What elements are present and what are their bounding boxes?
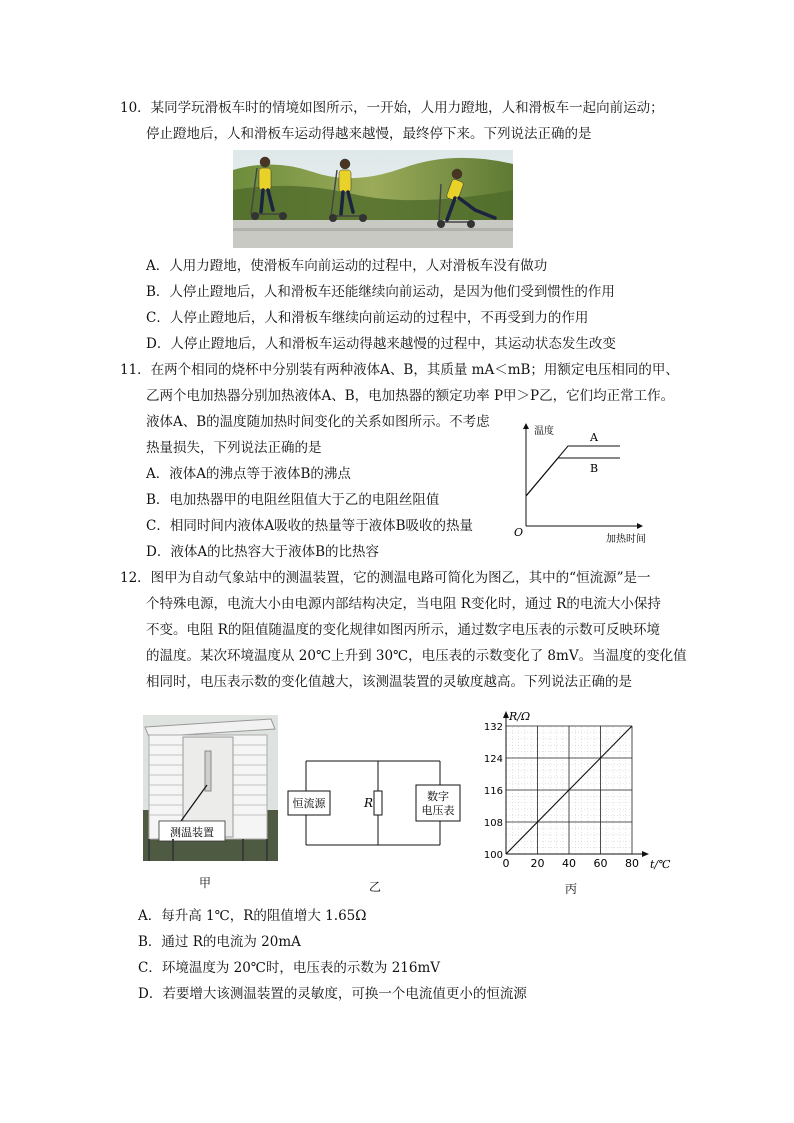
x-tick-label: 60 (593, 857, 608, 870)
q12-line-4: 的温度。某次环境温度从 20℃上升到 30℃，电压表的示数变化了 8mV。当温度的变化值 (146, 648, 687, 664)
q12-option-b: B．通过 R的电流为 20mA (138, 934, 301, 950)
q11-option-c: C．相同时间内液体A吸收的热量等于液体B吸收的热量 (146, 518, 473, 534)
circuit-source-label: 恒流源 (292, 797, 326, 810)
weather-station-photo (143, 715, 278, 861)
x-axis-arrow (642, 851, 649, 857)
q11-option-b: B．电加热器甲的电阻丝阻值大于乙的电阻丝阻值 (146, 492, 440, 508)
graph-xlabel: 加热时间 (606, 534, 646, 544)
q11-option-d: D．液体A的比热容大于液体B的比热容 (146, 544, 379, 560)
graph-label-a: A (590, 431, 598, 444)
circuit-diagram (286, 755, 462, 851)
q12-option-d: D．若要增大该测温装置的灵敏度，可换一个电流值更小的恒流源 (138, 986, 527, 1002)
y-tick-label: 108 (483, 818, 503, 829)
x-axis-label: t/℃ (650, 858, 671, 871)
q11-line-1: 11．在两个相同的烧杯中分别装有两种液体A、B，其质量 mA＜mB；用额定电压相同的甲、 (120, 362, 679, 378)
q12-line-5: 相同时，电压表示数的变化值越大，该测温装置的灵敏度越高。下列说法正确的是 (146, 674, 632, 690)
q12-option-c: C．环境温度为 20℃时，电压表的示数为 216mV (138, 960, 441, 976)
q12-line-3: 不变。电阻 R的阻值随温度的变化规律如图丙所示，通过数字电压表的示数可反映环境 (146, 622, 660, 638)
y-axis-label: R/Ω (509, 710, 531, 723)
graph-label-b: B (590, 462, 599, 475)
q12-line-1: 12．图甲为自动气象站中的测温装置，它的测温电路可简化为图乙，其中的“恒流源”是一 (120, 570, 651, 586)
circuit-meter-label-2: 电压表 (421, 804, 455, 817)
resistance-temperature-chart (478, 702, 678, 874)
fig-jia-caption: 甲 (198, 876, 211, 890)
graph-ylabel: 温度 (534, 426, 554, 437)
q12-line-2: 个特殊电源，电流大小由电源内部结构决定，当电阻 R变化时，通过 R的电流大小保持 (146, 596, 661, 612)
q11-line-4: 热量损失，下列说法正确的是 (146, 440, 322, 456)
x-tick-label: 20 (530, 857, 545, 870)
q10-option-a: A．人用力蹬地，使滑板车向前运动的过程中，人对滑板车没有做功 (146, 258, 548, 274)
q10-line-2: 停止蹬地后，人和滑板车运动得越来越慢，最终停下来。下列说法正确的是 (146, 126, 592, 142)
q11-line-3: 液体A、B的温度随加热时间变化的关系如图所示。不考虑 (146, 414, 490, 430)
y-tick-label: 132 (483, 722, 503, 733)
x-tick-label: 0 (502, 857, 510, 870)
circuit-resistor-label: R (364, 796, 374, 810)
q10-option-d: D．人停止蹬地后，人和滑板车运动得越来越慢的过程中，其运动状态发生改变 (146, 336, 616, 352)
scooter-photo (233, 150, 513, 248)
fig-bing-caption: 丙 (564, 882, 577, 896)
q11-option-a: A．液体A的沸点等于液体B的沸点 (146, 466, 351, 482)
q11-line-2: 乙两个电加热器分别加热液体A、B，电加热器的额定功率 P甲＞P乙，它们均正常工作。 (146, 388, 675, 404)
x-tick-label: 80 (625, 857, 639, 870)
q10-option-b: B．人停止蹬地后，人和滑板车还能继续向前运动，是因为他们受到惯性的作用 (146, 284, 615, 300)
y-tick-label: 124 (483, 754, 503, 765)
q10-line-1: 10．某同学玩滑板车时的情境如图所示，一开始，人用力蹬地，人和滑板车一起向前运动； (120, 100, 664, 116)
q11-temperature-graph (510, 418, 660, 544)
q12-option-a: A．每升高 1℃，R的阻值增大 1.65Ω (138, 908, 367, 924)
fig-yi-caption: 乙 (368, 880, 381, 894)
y-tick-label: 116 (483, 786, 503, 797)
q10-option-c: C．人停止蹬地后，人和滑板车继续向前运动的过程中，不再受到力的作用 (146, 310, 589, 326)
graph-origin: O (514, 526, 524, 539)
x-tick-label: 40 (562, 857, 576, 870)
circuit-meter-label-1: 数字 (427, 790, 449, 803)
y-tick-label: 100 (483, 850, 503, 861)
fig-jia-label: 测温装置 (170, 826, 214, 839)
